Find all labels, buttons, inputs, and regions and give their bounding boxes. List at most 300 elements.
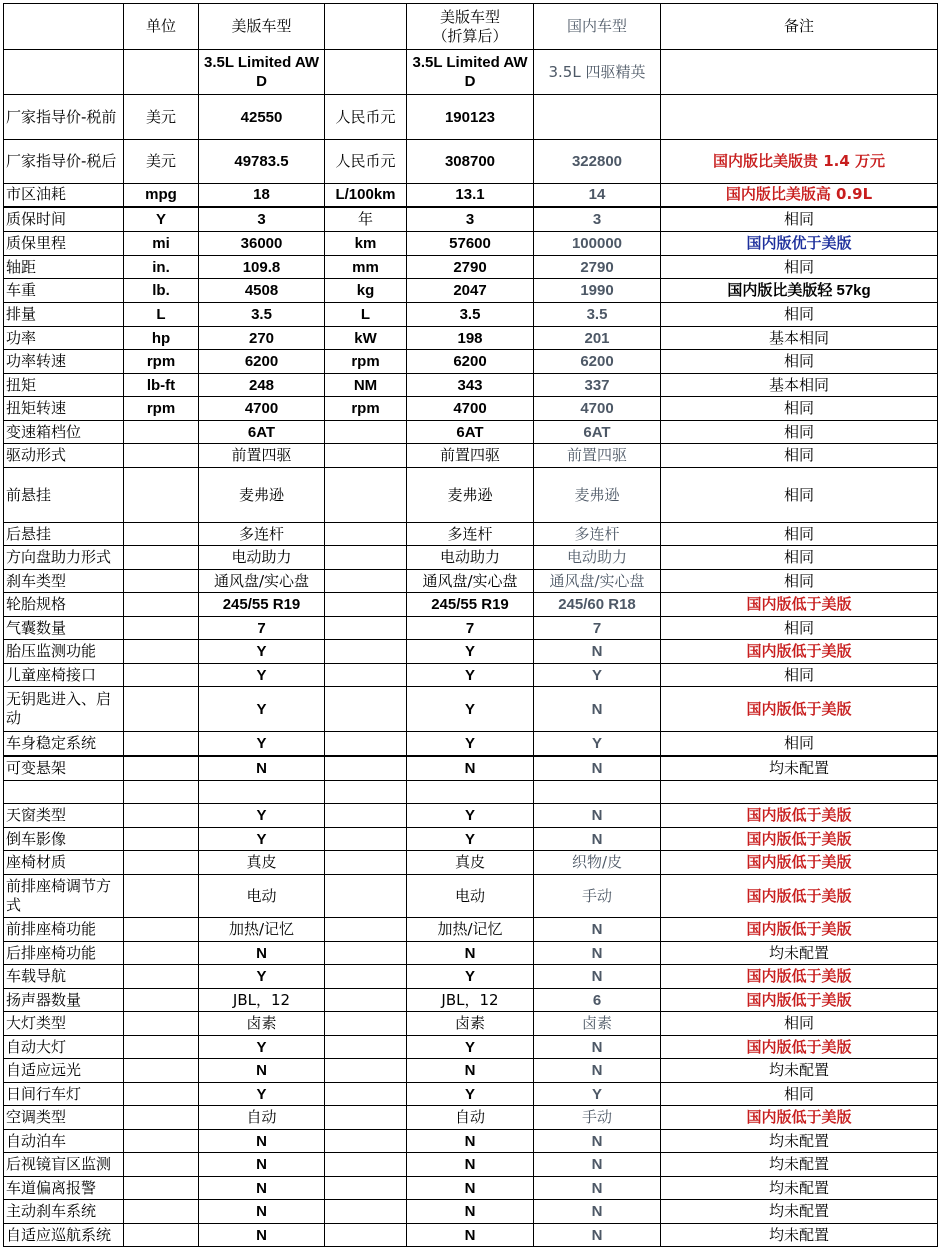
cell-us-model: 7 [199, 617, 325, 640]
cell-cn-model: 6 [534, 989, 661, 1012]
cell-unit-us [124, 1177, 199, 1200]
table-body [4, 4, 938, 1247]
cell-item-name: 后排座椅功能 [4, 942, 124, 965]
table-row [4, 1036, 938, 1059]
header-us-model-converted: 美版车型 （折算后） [407, 4, 534, 50]
table-row [4, 1200, 938, 1224]
cell-cn-model: 100000 [534, 232, 661, 256]
header-remark: 备注 [661, 4, 938, 50]
cell-cn-model: 手动 [534, 1106, 661, 1130]
cell-us-model-converted: 2790 [407, 256, 534, 279]
cell-item-name: 扭矩转速 [4, 397, 124, 421]
cell-unit-cn [325, 804, 407, 828]
cell-remark: 相同 [661, 207, 938, 232]
cell-unit-cn [325, 965, 407, 989]
table-row [4, 140, 938, 184]
cell-item-name: 前排座椅功能 [4, 918, 124, 942]
cell-unit-us [124, 421, 199, 444]
cell-unit-cn [325, 444, 407, 468]
cell-remark: 均未配置 [661, 1177, 938, 1200]
table-row [4, 374, 938, 397]
table-row [4, 327, 938, 350]
cell-remark: 相同 [661, 397, 938, 421]
cell-remark: 国内版低于美版 [661, 965, 938, 989]
cell-unit-us [124, 523, 199, 546]
cell-us-model-converted: N [407, 942, 534, 965]
cell-remark: 相同 [661, 468, 938, 523]
cell-remark: 国内版低于美版 [661, 1036, 938, 1059]
cell-item-name: 前悬挂 [4, 468, 124, 523]
cell-cn-model: N [534, 1059, 661, 1083]
cell-us-model-converted: N [407, 1200, 534, 1224]
cell-item-name: 功率 [4, 327, 124, 350]
cell-remark: 基本相同 [661, 327, 938, 350]
cell-remark: 国内版低于美版 [661, 828, 938, 851]
cell-us-model: Y [199, 664, 325, 687]
cell-us-model: 前置四驱 [199, 444, 325, 468]
cell-unit-us: mi [124, 232, 199, 256]
cell-us-model: 3.5L Limited AWD [199, 50, 325, 95]
cell-remark: 相同 [661, 617, 938, 640]
cell-us-model-converted: 4700 [407, 397, 534, 421]
cell-us-model-converted: Y [407, 1036, 534, 1059]
table-row [4, 1059, 938, 1083]
cell-unit-cn [325, 942, 407, 965]
cell-cn-model: 前置四驱 [534, 444, 661, 468]
cell-us-model-converted: 13.1 [407, 184, 534, 207]
cell-unit-us [124, 989, 199, 1012]
cell-us-model-converted: 电动 [407, 875, 534, 918]
header-unit-cn [325, 4, 407, 50]
cell-us-model: 卤素 [199, 1012, 325, 1036]
cell-remark: 基本相同 [661, 374, 938, 397]
cell-us-model-converted: 通风盘/实心盘 [407, 570, 534, 593]
cell-unit-cn [325, 421, 407, 444]
cell-cn-model: N [534, 756, 661, 781]
cell-cn-model: N [534, 828, 661, 851]
cell-us-model: 49783.5 [199, 140, 325, 184]
cell-unit-us [124, 1200, 199, 1224]
table-row [4, 468, 938, 523]
cell-cn-model: 14 [534, 184, 661, 207]
cell-unit-us: lb. [124, 279, 199, 303]
cell-item-name: 自适应巡航系统 [4, 1224, 124, 1247]
cell-item-name: 儿童座椅接口 [4, 664, 124, 687]
cell-cn-model: N [534, 1200, 661, 1224]
table-row [4, 50, 938, 95]
cell-unit-us: rpm [124, 350, 199, 374]
cell-remark [661, 50, 938, 95]
cell-remark: 相同 [661, 256, 938, 279]
cell-unit-us: lb-ft [124, 374, 199, 397]
cell-unit-cn [325, 50, 407, 95]
cell-item-name: 自适应远光 [4, 1059, 124, 1083]
table-row [4, 1012, 938, 1036]
cell-item-name: 大灯类型 [4, 1012, 124, 1036]
cell-unit-us [124, 732, 199, 756]
cell-cn-model: 手动 [534, 875, 661, 918]
cell-us-model-converted: 6200 [407, 350, 534, 374]
cell-us-model-converted: 3.5L Limited AWD [407, 50, 534, 95]
cell-us-model-converted: 245/55 R19 [407, 593, 534, 617]
cell-cn-model: 6200 [534, 350, 661, 374]
table-row [4, 989, 938, 1012]
cell-unit-us [124, 546, 199, 570]
cell-unit-us: rpm [124, 397, 199, 421]
cell-remark: 国内版低于美版 [661, 593, 938, 617]
cell-remark: 国内版比美版轻 57kg [661, 279, 938, 303]
cell-us-model: 4508 [199, 279, 325, 303]
cell-us-model: Y [199, 828, 325, 851]
cell-item-name: 排量 [4, 303, 124, 327]
cell-remark [661, 95, 938, 140]
cell-cn-model: 3 [534, 207, 661, 232]
table-row [4, 444, 938, 468]
cell-item-name: 刹车类型 [4, 570, 124, 593]
cell-remark: 均未配置 [661, 1200, 938, 1224]
cell-item-name: 厂家指导价-税前 [4, 95, 124, 140]
cell-item-name: 倒车影像 [4, 828, 124, 851]
cell-item-name: 胎压监测功能 [4, 640, 124, 664]
cell-us-model: Y [199, 965, 325, 989]
cell-item-name: 座椅材质 [4, 851, 124, 875]
cell-remark: 国内版低于美版 [661, 851, 938, 875]
cell-unit-cn [325, 1177, 407, 1200]
cell-item-name: 车身稳定系统 [4, 732, 124, 756]
cell-cn-model: 通风盘/实心盘 [534, 570, 661, 593]
cell-remark: 国内版比美版高 0.9L [661, 184, 938, 207]
cell-unit-us [124, 918, 199, 942]
cell-us-model: 麦弗逊 [199, 468, 325, 523]
cell-remark: 均未配置 [661, 942, 938, 965]
cell-cn-model: N [534, 1177, 661, 1200]
header-row [4, 4, 938, 50]
cell-remark: 相同 [661, 1012, 938, 1036]
cell-unit-cn [325, 570, 407, 593]
table-row [4, 397, 938, 421]
cell-cn-model: N [534, 965, 661, 989]
cell-remark: 均未配置 [661, 1130, 938, 1153]
cell-unit-cn: 年 [325, 207, 407, 232]
cell-unit-us: 美元 [124, 140, 199, 184]
header-cn-model: 国内车型 [534, 4, 661, 50]
cell-item-name: 日间行车灯 [4, 1083, 124, 1106]
table-row [4, 350, 938, 374]
cell-unit-us [124, 1036, 199, 1059]
cell-remark: 相同 [661, 546, 938, 570]
cell-item-name: 扭矩 [4, 374, 124, 397]
cell-us-model-converted: 3.5 [407, 303, 534, 327]
cell-cn-model: Y [534, 1083, 661, 1106]
cell-us-model: Y [199, 640, 325, 664]
cell-us-model-converted: 卤素 [407, 1012, 534, 1036]
table-row [4, 593, 938, 617]
cell-unit-us [124, 875, 199, 918]
cell-us-model-converted: 多连杆 [407, 523, 534, 546]
cell-item-name: 质保里程 [4, 232, 124, 256]
table-row [4, 1130, 938, 1153]
cell-us-model: N [199, 1200, 325, 1224]
cell-item-name: 车载导航 [4, 965, 124, 989]
cell-item-name: 质保时间 [4, 207, 124, 232]
table-row [4, 184, 938, 207]
cell-item-name: 气囊数量 [4, 617, 124, 640]
cell-cn-model: N [534, 1224, 661, 1247]
cell-cn-model: Y [534, 732, 661, 756]
cell-cn-model: N [534, 918, 661, 942]
cell-unit-us [124, 593, 199, 617]
cell-us-model-converted: 7 [407, 617, 534, 640]
cell-us-model: 109.8 [199, 256, 325, 279]
cell-us-model: 4700 [199, 397, 325, 421]
cell-cn-model: 201 [534, 327, 661, 350]
cell-unit-us: hp [124, 327, 199, 350]
cell-remark: 国内版低于美版 [661, 918, 938, 942]
cell-unit-us: 美元 [124, 95, 199, 140]
cell-unit-cn [325, 1083, 407, 1106]
cell-us-model: 通风盘/实心盘 [199, 570, 325, 593]
cell-us-model-converted: 190123 [407, 95, 534, 140]
cell-remark [661, 781, 938, 804]
cell-cn-model [534, 95, 661, 140]
cell-unit-cn [325, 851, 407, 875]
table-row [4, 875, 938, 918]
cell-us-model: N [199, 1177, 325, 1200]
cell-unit-cn: L [325, 303, 407, 327]
header-unit-us: 单位 [124, 4, 199, 50]
cell-cn-model: 7 [534, 617, 661, 640]
cell-remark: 国内版比美版贵 1.4 万元 [661, 140, 938, 184]
cell-us-model-converted: 加热/记忆 [407, 918, 534, 942]
cell-us-model: 6AT [199, 421, 325, 444]
cell-item-name: 主动刹车系统 [4, 1200, 124, 1224]
cell-cn-model: 322800 [534, 140, 661, 184]
cell-unit-cn [325, 1153, 407, 1177]
cell-us-model-converted: 真皮 [407, 851, 534, 875]
cell-unit-cn [325, 593, 407, 617]
cell-remark: 相同 [661, 303, 938, 327]
cell-item-name [4, 781, 124, 804]
table-row [4, 965, 938, 989]
cell-cn-model: 337 [534, 374, 661, 397]
cell-us-model: 加热/记忆 [199, 918, 325, 942]
cell-unit-us [124, 617, 199, 640]
cell-us-model-converted: Y [407, 965, 534, 989]
cell-item-name: 自动大灯 [4, 1036, 124, 1059]
cell-item-name: 方向盘助力形式 [4, 546, 124, 570]
cell-us-model-converted: Y [407, 640, 534, 664]
cell-us-model-converted: N [407, 1153, 534, 1177]
cell-us-model-converted: Y [407, 828, 534, 851]
cell-us-model-converted: Y [407, 687, 534, 732]
cell-item-name: 市区油耗 [4, 184, 124, 207]
cell-unit-us [124, 804, 199, 828]
table-row [4, 523, 938, 546]
cell-unit-us [124, 942, 199, 965]
cell-us-model-converted: 电动助力 [407, 546, 534, 570]
cell-remark: 国内版优于美版 [661, 232, 938, 256]
table-row [4, 279, 938, 303]
cell-unit-cn [325, 687, 407, 732]
header-us-model: 美版车型 [199, 4, 325, 50]
cell-cn-model: N [534, 640, 661, 664]
table-row [4, 570, 938, 593]
cell-item-name [4, 50, 124, 95]
cell-us-model-converted: 308700 [407, 140, 534, 184]
cell-cn-model: 245/60 R18 [534, 593, 661, 617]
cell-unit-us [124, 828, 199, 851]
cell-unit-cn [325, 1200, 407, 1224]
cell-unit-cn: rpm [325, 350, 407, 374]
cell-unit-us [124, 1106, 199, 1130]
cell-unit-us [124, 1153, 199, 1177]
table-row [4, 918, 938, 942]
cell-cn-model: N [534, 687, 661, 732]
cell-unit-cn [325, 756, 407, 781]
cell-cn-model: 3.5 [534, 303, 661, 327]
cell-us-model-converted: JBL，12 [407, 989, 534, 1012]
cell-cn-model: 6AT [534, 421, 661, 444]
cell-cn-model: 4700 [534, 397, 661, 421]
cell-us-model-converted: N [407, 1130, 534, 1153]
cell-us-model-converted: N [407, 756, 534, 781]
cell-unit-cn: kg [325, 279, 407, 303]
cell-unit-cn [325, 875, 407, 918]
cell-unit-cn [325, 989, 407, 1012]
cell-unit-us [124, 640, 199, 664]
cell-unit-cn [325, 1012, 407, 1036]
cell-remark: 相同 [661, 350, 938, 374]
cell-item-name: 扬声器数量 [4, 989, 124, 1012]
cell-unit-us [124, 1059, 199, 1083]
cell-cn-model: 多连杆 [534, 523, 661, 546]
cell-unit-us [124, 756, 199, 781]
cell-unit-us: in. [124, 256, 199, 279]
cell-cn-model: N [534, 1036, 661, 1059]
cell-unit-cn [325, 781, 407, 804]
cell-unit-cn: rpm [325, 397, 407, 421]
cell-item-name: 轴距 [4, 256, 124, 279]
cell-us-model-converted: Y [407, 1083, 534, 1106]
table-row [4, 232, 938, 256]
cell-unit-cn: 人民币元 [325, 140, 407, 184]
cell-us-model-converted [407, 781, 534, 804]
cell-remark: 均未配置 [661, 1153, 938, 1177]
cell-unit-us [124, 687, 199, 732]
header-item-name [4, 4, 124, 50]
cell-remark: 相同 [661, 1083, 938, 1106]
cell-us-model [199, 781, 325, 804]
cell-remark: 相同 [661, 732, 938, 756]
cell-remark: 国内版低于美版 [661, 989, 938, 1012]
cell-cn-model: 2790 [534, 256, 661, 279]
cell-cn-model: Y [534, 664, 661, 687]
cell-us-model-converted: 自动 [407, 1106, 534, 1130]
cell-us-model-converted: 6AT [407, 421, 534, 444]
cell-us-model: 3 [199, 207, 325, 232]
cell-us-model: JBL，12 [199, 989, 325, 1012]
cell-unit-us [124, 570, 199, 593]
table-row [4, 756, 938, 781]
cell-unit-cn [325, 1130, 407, 1153]
cell-unit-us [124, 965, 199, 989]
cell-us-model: N [199, 756, 325, 781]
cell-unit-cn: L/100km [325, 184, 407, 207]
cell-us-model: N [199, 1224, 325, 1247]
cell-us-model: 多连杆 [199, 523, 325, 546]
cell-unit-cn [325, 1106, 407, 1130]
cell-us-model-converted: 3 [407, 207, 534, 232]
cell-item-name: 可变悬架 [4, 756, 124, 781]
table-row [4, 256, 938, 279]
cell-us-model-converted: 前置四驱 [407, 444, 534, 468]
cell-us-model: 270 [199, 327, 325, 350]
cell-us-model: 248 [199, 374, 325, 397]
cell-item-name: 天窗类型 [4, 804, 124, 828]
cell-us-model: Y [199, 1083, 325, 1106]
cell-us-model: Y [199, 687, 325, 732]
cell-unit-us [124, 444, 199, 468]
cell-unit-cn [325, 468, 407, 523]
cell-unit-us [124, 851, 199, 875]
cell-remark: 国内版低于美版 [661, 875, 938, 918]
cell-us-model-converted: N [407, 1059, 534, 1083]
cell-unit-cn [325, 523, 407, 546]
cell-item-name: 变速箱档位 [4, 421, 124, 444]
cell-unit-cn [325, 664, 407, 687]
cell-cn-model: 麦弗逊 [534, 468, 661, 523]
table-row [4, 95, 938, 140]
cell-item-name: 空调类型 [4, 1106, 124, 1130]
cell-us-model-converted: Y [407, 804, 534, 828]
cell-unit-us [124, 1224, 199, 1247]
table-row [4, 1106, 938, 1130]
cell-item-name: 轮胎规格 [4, 593, 124, 617]
cell-cn-model: 1990 [534, 279, 661, 303]
cell-unit-cn: 人民币元 [325, 95, 407, 140]
cell-cn-model: 卤素 [534, 1012, 661, 1036]
cell-unit-us [124, 781, 199, 804]
cell-us-model: Y [199, 1036, 325, 1059]
cell-remark: 相同 [661, 570, 938, 593]
cell-us-model: 36000 [199, 232, 325, 256]
cell-remark: 均未配置 [661, 1059, 938, 1083]
cell-unit-cn: NM [325, 374, 407, 397]
cell-unit-cn [325, 828, 407, 851]
table-row [4, 851, 938, 875]
table-row [4, 1083, 938, 1106]
table-row [4, 664, 938, 687]
cell-item-name: 车重 [4, 279, 124, 303]
table-row [4, 732, 938, 756]
cell-unit-cn: km [325, 232, 407, 256]
table-row [4, 546, 938, 570]
cell-item-name: 后悬挂 [4, 523, 124, 546]
cell-unit-cn [325, 1036, 407, 1059]
cell-unit-us [124, 1012, 199, 1036]
table-row [4, 640, 938, 664]
cell-unit-us: Y [124, 207, 199, 232]
cell-unit-us: mpg [124, 184, 199, 207]
cell-us-model-converted: 2047 [407, 279, 534, 303]
cell-unit-us [124, 468, 199, 523]
cell-cn-model: N [534, 804, 661, 828]
cell-unit-cn [325, 732, 407, 756]
table-row [4, 942, 938, 965]
cell-item-name: 自动泊车 [4, 1130, 124, 1153]
cell-us-model: 245/55 R19 [199, 593, 325, 617]
cell-unit-cn [325, 617, 407, 640]
